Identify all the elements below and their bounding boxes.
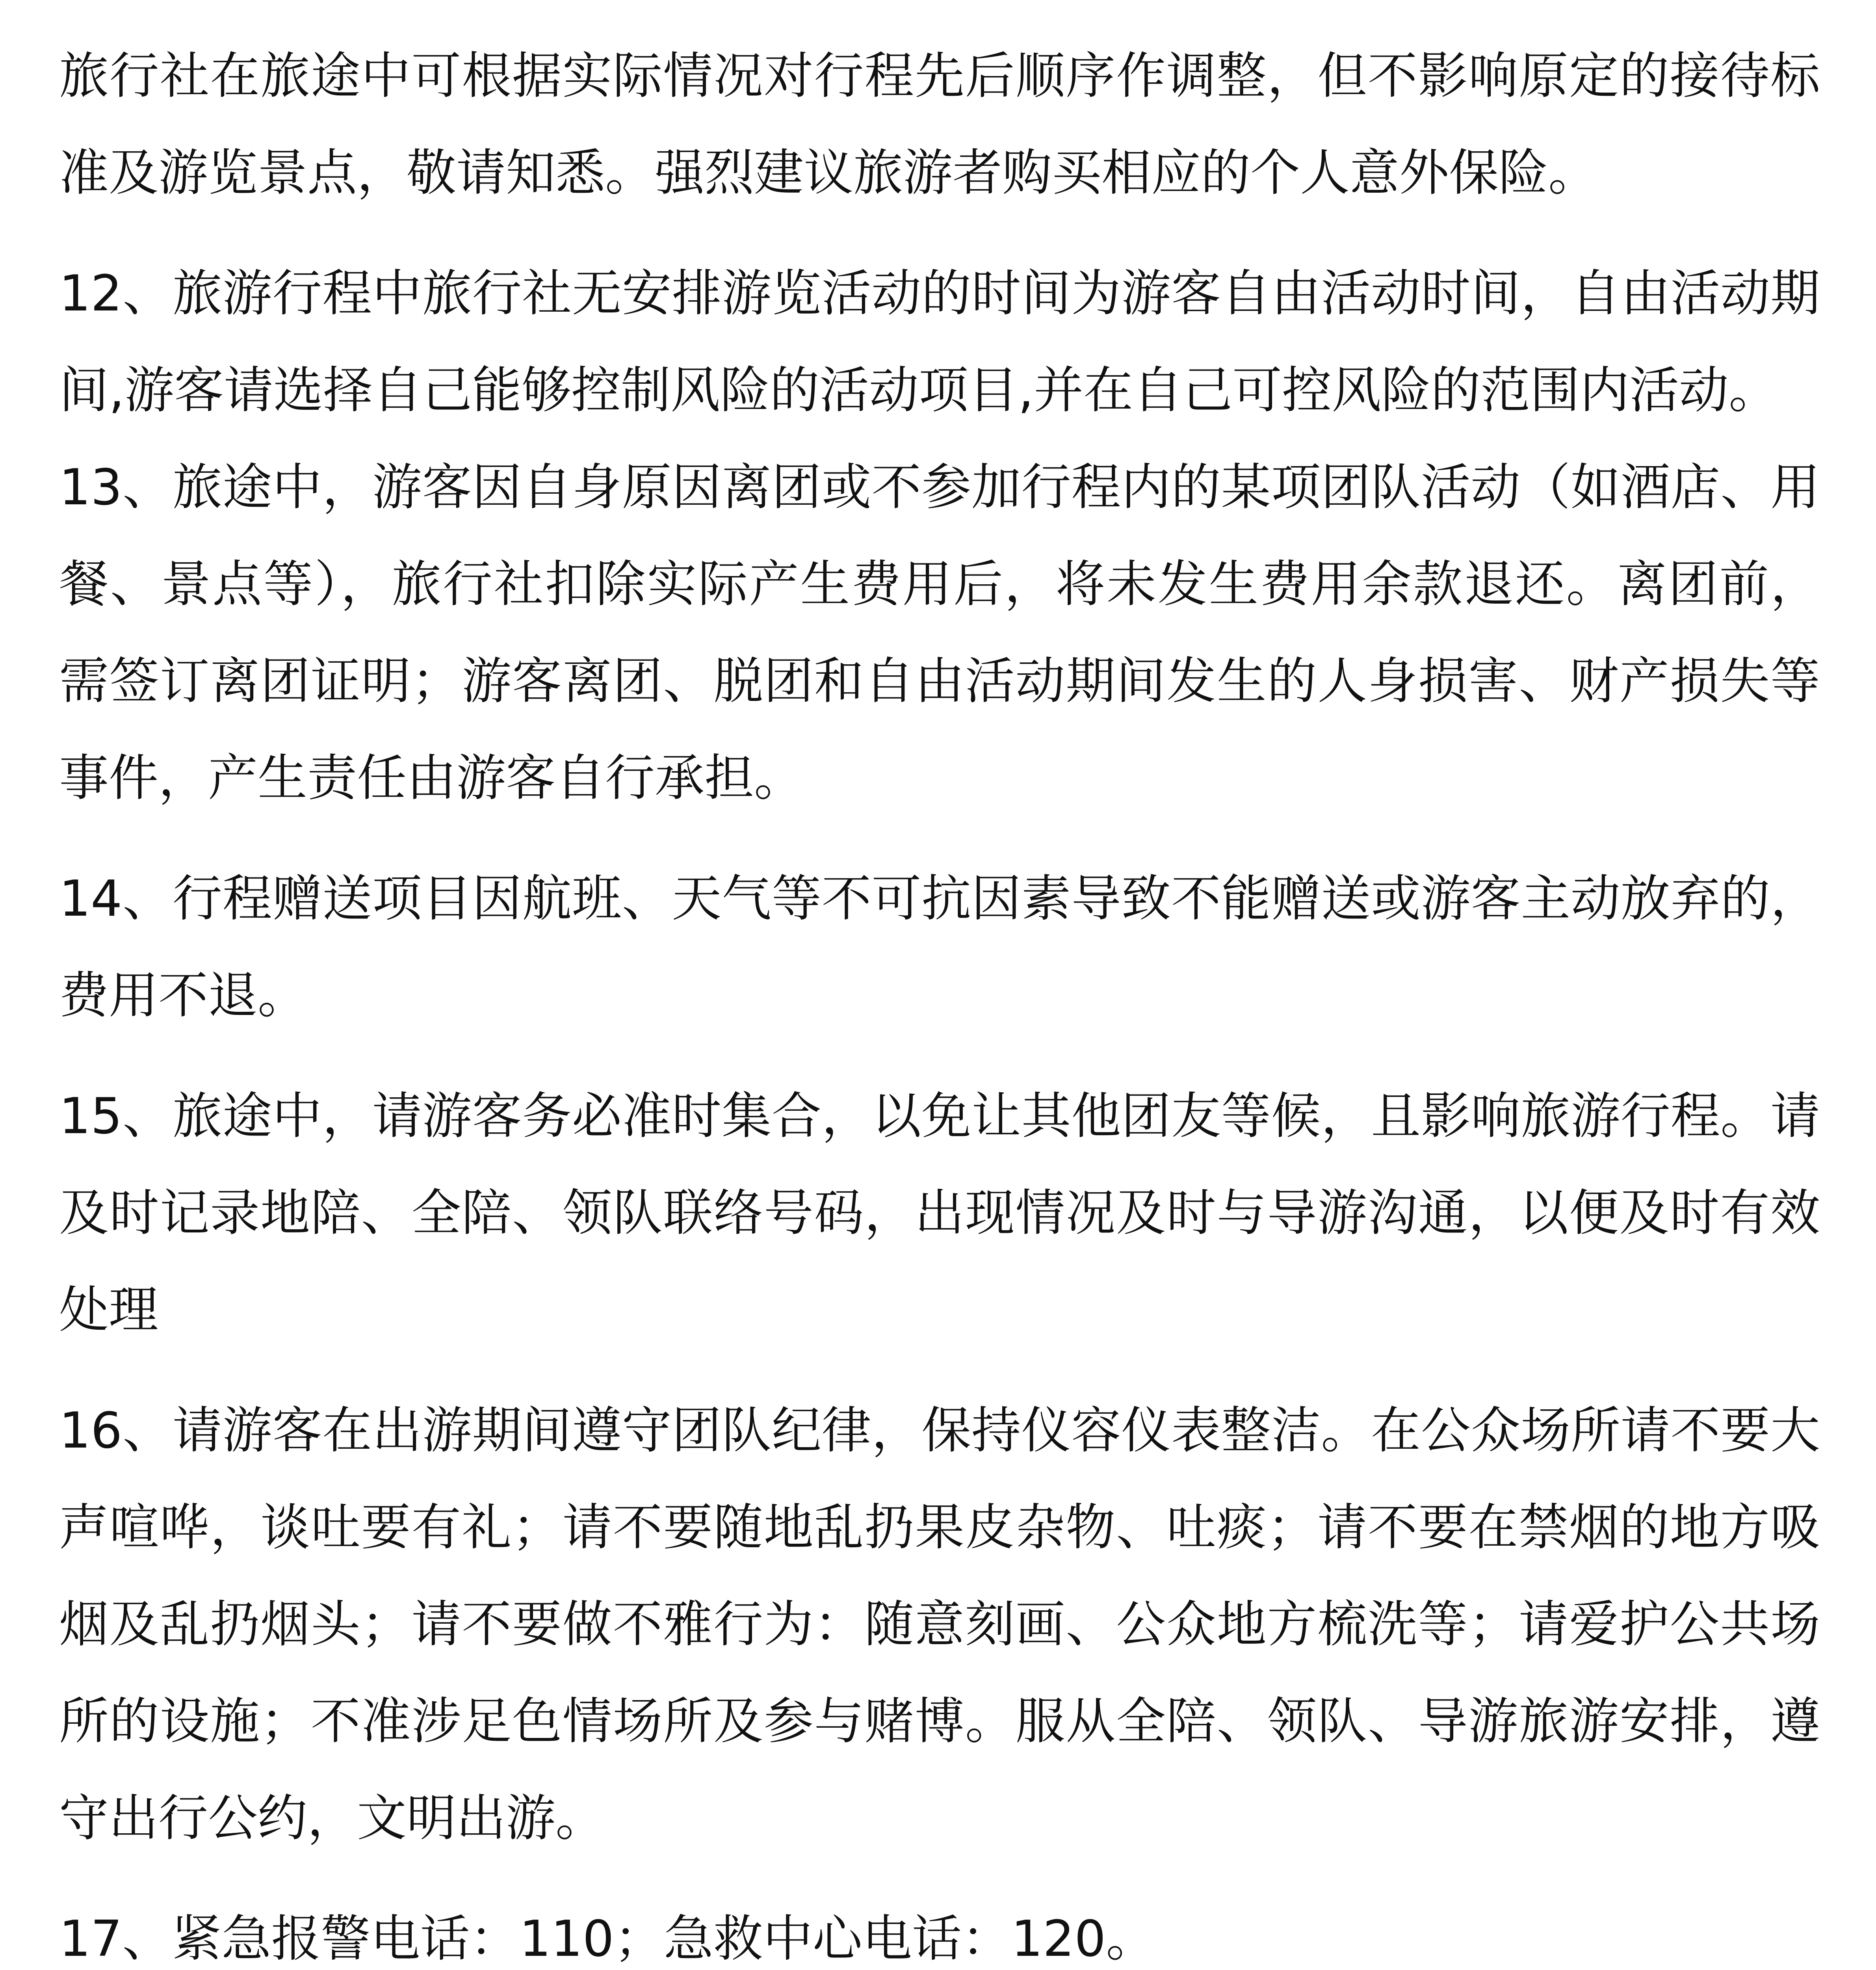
paragraph-12: 12、旅游行程中旅行社无安排游览活动的时间为游客自由活动时间，自由活动期间,游客请选择自己能够控制风险的活动项目,并在自己可控风险的范围内活动。 <box>59 264 1820 419</box>
paragraph-intro: 旅行社在旅途中可根据实际情况对行程先后顺序作调整，但不影响原定的接待标准及游览景点，敬请知悉。强烈建议旅游者购买相应的个人意外保险。 <box>59 47 1820 202</box>
paragraph-14: 14、行程赠送项目因航班、天气等不可抗因素导致不能赠送或游客主动放弃的，费用不退。 <box>59 870 1820 1024</box>
paragraph-15: 15、旅途中，请游客务必准时集合，以免让其他团友等候，且影响旅游行程。请及时记录地陪、全陪、领队联络号码，出现情况及时与导游沟通，以便及时有效处理 <box>59 1087 1820 1339</box>
paragraph-13: 13、旅途中，游客因自身原因离团或不参加行程内的某项团队活动（如酒店、用餐、景点等），旅行社扣除实际产生费用后，将未发生费用余款退还。离团前，需签订离团证明；游客离团、脱团和自由活动期间发生的人身损害、财产损失等事件，产生责任由游客自行承担。 <box>59 458 1820 807</box>
paragraph-16: 16、请游客在出游期间遵守团队纪律，保持仪容仪表整洁。在公众场所请不要大声喧哗，谈吐要有礼；请不要随地乱扔果皮杂物、吐痰；请不要在禁烟的地方吸烟及乱扔烟头；请不要做不雅行为：随意刻画、公众地方梳洗等；请爱护公共场所的设施；不准涉足色情场所及参与赌博。服从全陪、领队、导游旅游安排，遵守出行公约，文明出游。 <box>59 1401 1820 1847</box>
document-body <box>59 28 1820 1970</box>
paragraph-17: 17、紧急报警电话：110；急救中心电话：120。 <box>59 1910 1156 1968</box>
